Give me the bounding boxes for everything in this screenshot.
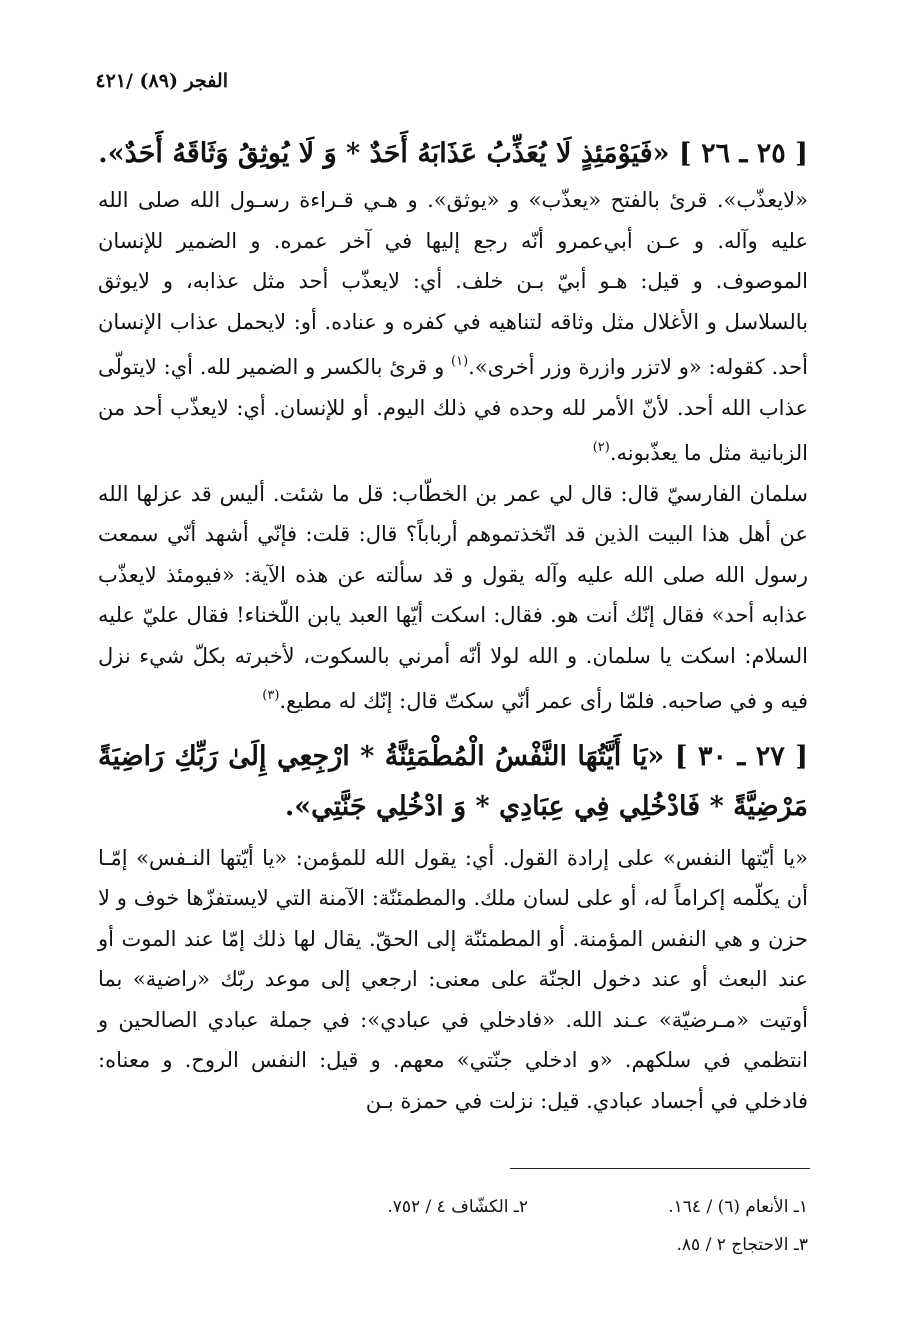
footnote: ١ـ الأنعام (٦) / ١٦٤. <box>668 1197 808 1217</box>
verse-heading: [ ٢٧ ـ ٣٠ ] «يَا أَيَّتُهَا النَّفْسُ الْمُطْمَئِنَّةُ * ارْجِعِي إِلَىٰ رَبِّكِ رَاضِيَةً مَرْضِيَّةً * فَادْخُلِي فِي عِبَادِي * وَ ادْخُلِي جَنَّتِي». <box>98 740 808 822</box>
footnote: ٢ـ الكشّاف ٤ / ٧٥٢. <box>387 1197 528 1217</box>
footnote-ref: (٣) <box>262 688 280 703</box>
commentary-paragraph <box>98 180 808 474</box>
footnote-ref: (١) <box>451 354 469 369</box>
paragraph-text: و قرئ بالكسر و الضمير لله. أي: لايتولّى عذاب الله أحد. لأنّ الأمر لله وحده في ذلك اليوم. أو للإنسان. أي: لايعذّب أحد من الزبانية مثل ما يعذّبونه. <box>98 355 808 465</box>
footnote: ٣ـ الاحتجاج ٢ / ٨٥. <box>676 1235 808 1255</box>
paragraph-text: سلمان الفارسيّ قال: قال لي عمر بن الخطّاب: قل ما شئت. أليس قد عزلها الله عن أهل هذا البيت الذين قد اتّخذتموهم أرباباً؟ قال: قلت: فإنّي أشهد أنّي سمعت رسول الله صلى الله عليه وآله يقول و قد سألته عن هذه الآية: «فيومئذ لايعذّب عذابه أحد» فقال إنّك أنت هو. فقال: اسكت أيّها العبد يابن اللّخناء! فقال عليّ عليه السلام: اسكت يا سلمان. و الله لولا أنّه أمرني بالسكوت، لأخبرته بكلّ شيء نزل فيه و في صاحبه. فلمّا رأى عمر أنّي سكتّ قال: إنّك له مطيع. <box>98 481 808 713</box>
verse-heading: [ ٢٥ ـ ٢٦ ] «فَيَوْمَئِذٍ لَا يُعَذِّبُ عَذَابَهُ أَحَدٌ * وَ لَا يُوثِقُ وَثَاقَهُ أَحَدٌ». <box>98 138 808 169</box>
commentary-paragraph <box>98 838 808 1122</box>
running-header: الفجر (٨٩) /٤٢١ <box>95 70 228 92</box>
footnote-divider <box>510 1168 810 1169</box>
commentary-paragraph <box>98 474 808 722</box>
paragraph-text: «يا أيّتها النفس» على إرادة القول. أي: يقول الله للمؤمن: «يا أيّتها النـفس» إمّـا أن يكلّمه إكراماً له، أو على لسان ملك. والمطمئنّة: الآمنة التي لايستفزّها خوف و لا حزن و هي النفس المؤمنة. أو المطمئنّة إلى الحقّ. يقال لها ذلك إمّا عند الموت أو عند البعث أو عند دخول الجنّة على معنى: ارجعي إلى موعد ربّك «راضية» بما أوتيت «مـرضيّة» عـند الله. «فادخلي في عبادي»: في جملة عبادي الصالحين و انتظمي في سلكهم. «و ادخلي جنّتي» معهم. و قيل: النفس الروح. و معناه: فادخلي في أجساد عبادي. قيل: نزلت في حمزة بـن <box>98 845 808 1113</box>
footnote-ref: (٢) <box>592 440 610 455</box>
main-text <box>98 134 808 1121</box>
paragraph-text: «لايعذّب». قرئ بالفتح «يعذّب» و «يوثق». و هـي قـراءة رسـول الله صلى الله عليه وآله. و عـن أبي‌عمرو أنّه رجع إليها في آخر عمره. و الضمير للإنسان الموصوف. و قيل: هـو أبيّ بـن خلف. أي: لايعذّب أحد مثل عذابه، و لايوثق بالسلاسل و الأغلال مثل وثاقه لتناهيه في كفره و عناده. أو: لايحمل عذاب الإنسان أحد. كقوله: «و لاتزر وازرة وزر أخرى». <box>98 188 808 379</box>
footnotes <box>248 1188 808 1264</box>
